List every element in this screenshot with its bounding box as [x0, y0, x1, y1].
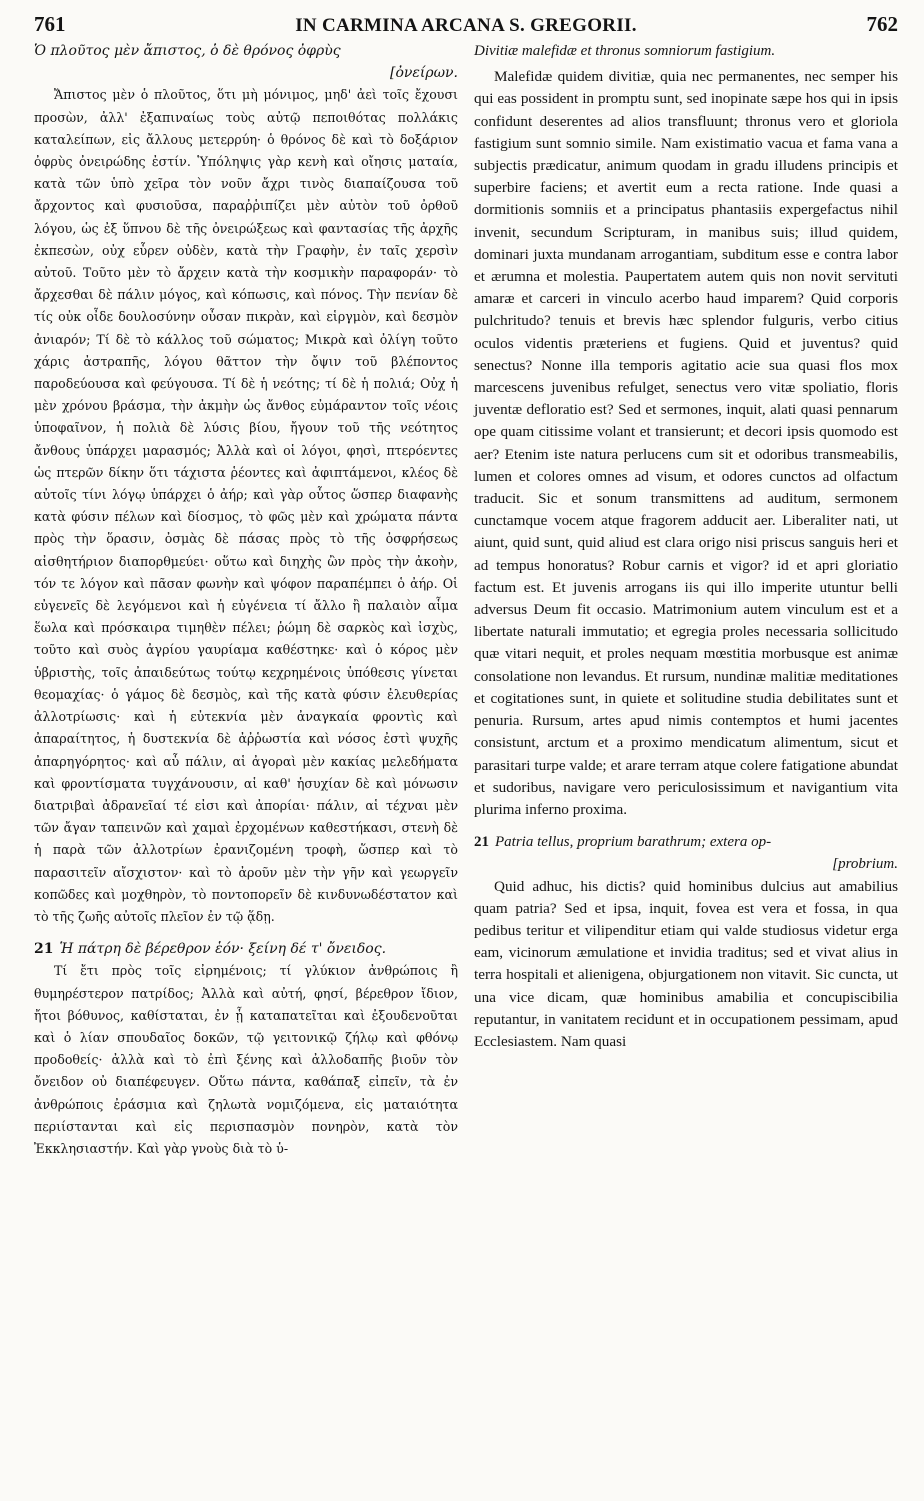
greek-heading-1-cont: [ὀνείρων.	[389, 65, 458, 82]
greek-heading-1	[34, 40, 458, 84]
greek-paragraph-1: Ἄπιστος μὲν ὁ πλοῦτος, ὅτι μὴ μόνιμος, μηδ' ἀεὶ τοῖς ἔχουσι προσὼν, ἀλλ' ἐξαπιναίως τοὺς αὐτῷ πεποιθότας πολλάκις καταλείπων, εἰς ἄλλους μετερρύη· ὁ θρόνος δὲ καὶ τὸ δοξάριον ὀφρὺς ὀνειρώδης ἐστίν. Ὑπόληψις γὰρ κενὴ καὶ οἴησις ματαία, κατὰ τῶν ὑπὸ χεῖρα τὸν νοῦν ἄχρι τινὸς διαπαίζουσα τοῦ ἄρχοντος καὶ φυσιοῦσα, παραῤῥιπίζει μὲν αὐτὸν τοῦ ὀρθοῦ λόγου, ὡς ἐξ ὕπνου δὲ τῆς ὀνειρώξεως καὶ φαντασίας τῆς ἀρχῆς ἐκπεσὼν, οὐχ εὗρεν οὐδὲν, κατὰ τὴν Γραφὴν, ἐν ταῖς χερσὶν αὐτοῦ. Τοῦτο μὲν τὸ ἄρχειν κατὰ τὴν κοσμικὴν παραφοράν· τὸ ἄρχεσθαι δὲ πάλιν μόγος, καὶ κόπωσις, καὶ πόνος. Τὴν πενίαν δὲ τίς οὐκ οἶδε δουλοσύνην οὖσαν πικρὰν, καὶ εἱργμὸν, καὶ δεσμὸν ἀνιαρόν; Τί δὲ τὸ κάλλος τοῦ σώματος; Μικρὰ καὶ ὀλίγη τοῦτο χάρις ἀστραπῆς, λόγου θᾶττον τὴν ὄψιν τοῦ βλέποντος παροδεύουσα καὶ φεύγουσα. Τί δὲ ἡ νεότης; τί δὲ ἡ πολιά; Οὐχ ἡ μὲν χρόνου βράσμα, τὴν ἀκμὴν ὡς ἄνθος εὐμάραντον τοῖς νέοις ὑποφαῖνον, ἡ πολιὰ δὲ λύσις βίου, ἤγουν τοῦ τῆς νεότητος ἄνθους ὑπάρχει μαρασμός; Ἀλλὰ καὶ οἱ λόγοι, φησὶ, πτερόεντες ὡς πτερῶν δίκην ὅτι τάχιστα ῥέοντες καὶ ἀφιπτάμενοι, κλέος δὲ αὐτοῖς τίνι λόγῳ ὑπάρχει ὁ ἀήρ; καὶ γὰρ οὗτος ὥσπερ διαφανὴς κατὰ φύσιν πέλων καὶ δίοσμος, τὸ φῶς μὲν καὶ χρώματα πάντα πρὸς τὴν ὅρασιν, ὀσμὰς δὲ πάσας πρὸς τὸ τῆς ὀσφρήσεως αἰσθητήριον διαπορθμεύει· οὕτω καὶ διηχὴς ὢν πρὸς τὴν ἀκοὴν, τόν τε λόγον καὶ πᾶσαν φωνὴν καὶ ψόφον παραπέμπει ὁ ἀήρ. Οἱ εὐγενεῖς δὲ λεγόμενοι καὶ ἡ εὐγένεια τί ἄλλο ἢ παλαιὸν αἷμα ἕωλα καὶ πρόσκαιρα τιμηθὲν πέλει; ῥώμη δὲ σαρκὸς καὶ ἰσχὺς, τοῦτο καὶ συὸς ἀγρίου γαυρίαμα καθέστηκε· καὶ ὁ κόρος μὲν ὑβριστὴς, τοῖς ἀπαιδεύτως τούτῳ κεχρημένοις ὑπόθεσις γίνεται θεομαχίας· ὁ γάμος δὲ δεσμὸς, καὶ τῆς κατὰ φύσιν ἐλευθερίας ἀλλοτρίωσις· καὶ ἡ εὐτεκνία μὲν ἀναγκαία φροντὶς καὶ ἀπαραίτητος, ἡ δυστεκνία δὲ ἀῤῥωστία καὶ νόσος ἐστὶ ψυχῆς ἀπαρηγόρητος· καὶ αὖ πάλιν, αἱ ἀγοραὶ μὲν κακίας μελεδήματα καὶ φροντίσματα τυγχάνουσιν, αἱ καθ' ἡσυχίαν δὲ καὶ μόνωσιν διατριβαὶ ἀδρανεῖαί τέ εἰσι καὶ ἀπορίαι· πάλιν, αἱ τέχναι μὲν τῶν ἄγαν ταπεινῶν καὶ χαμαὶ ἐρχομένων καθεστήκασι, στενὴ δὲ ἡ παρὰ τῶν ἀλλοτρίων ἐρανιζομένη τροφὴ, ὥσπερ καὶ τὸ παρασιτεῖν αἴσχιστον· καὶ τὸ ἀροῦν μὲν τὴν γῆν καὶ γεωργεῖν κοπῶδες καὶ μοχθηρὸν, τὸ ποντοπορεῖν δὲ κινδυνωδέστατον καὶ τὸ τῆς ζωῆς αὐτοῖς πλεῖον ἐν τῷ ᾅδῃ.	[34, 87, 458, 924]
greek-heading-2	[34, 938, 458, 960]
latin-heading-1: Divitiæ malefidæ et thronus somniorum fastigium.	[474, 43, 776, 59]
latin-heading-2	[474, 831, 898, 875]
greek-column	[34, 40, 458, 1160]
greek-heading-2-text: Ἡ πάτρη δὲ βέρεθρον ἑόν· ξείνη δέ τ' ὄνειδος.	[59, 941, 387, 958]
latin-paragraph-2: Quid adhuc, his dictis? quid hominibus dulcius aut amabilius quam patria? Sed et ipsa, inquit, fovea est vera et fossa, in qua pedibus teritur et vilipenditur etiam qui valde studiosus videtur erga eam, vicinorum æmulatione et invidia traditus; sed et vivat alius in terra hospitali et alienigena, objurgationem non vitavit. Sic cuncta, ut una vice dicam, quæ hominibus amabilia et concupiscibilia reputantur, in vanitatem recidunt et in occupationem pessimam, apud Ecclesiastem. Nam quasi	[474, 877, 898, 1050]
latin-column	[474, 40, 898, 1160]
latin-verse-number: 21	[474, 834, 489, 851]
running-title: IN CARMINA ARCANA S. GREGORII.	[295, 15, 637, 36]
greek-heading-1-text: Ὁ πλοῦτος μὲν ἄπιστος, ὁ δὲ θρόνος ὀφρὺς	[34, 43, 341, 59]
latin-heading-2-text: Patria tellus, proprium barathrum; extera op-	[495, 834, 772, 851]
greek-verse-number: 21	[34, 941, 54, 958]
two-column-body	[34, 40, 898, 1160]
right-page-number: 762	[866, 12, 898, 36]
greek-paragraph-2: Τί ἔτι πρὸς τοῖς εἰρημένοις; τί γλύκιον ἀνθρώποις ἢ θυμηρέστερον πατρίδος; Ἀλλὰ καὶ αὐτή, φησί, βέρεθρον ἴδιον, ἤτοι βόθυνος, καθίσταται, ἐν ᾗ καταπατεῖται καὶ ἐξουδενοῦται καὶ ὁ λίαν σπουδαῖος δοκῶν, τῷ γειτονικῷ ζήλῳ καὶ φθόνῳ προδοθείς· ἀλλὰ καὶ τὸ ἐπὶ ξένης καὶ ἀλλοδαπῆς βιοῦν τὸν ὄνειδον οὐ διαπέφευγεν. Οὕτω πάντα, καθάπαξ εἰπεῖν, τὰ ἐν ἀνθρώποις ἐράσμια καὶ ζηλωτὰ νομιζόμενα, εἰς ματαιότητα περιίστανται καὶ εἰς περισπασμὸν πονηρὸν, κατὰ τὸν Ἐκκλησιαστήν. Καὶ γὰρ γνοὺς διὰ τὸ ὑ-	[34, 963, 458, 1156]
latin-paragraph-1: Malefidæ quidem divitiæ, quia nec permanentes, nec semper his qui eas possident in promptu sunt, sed inopinate sæpe hos qui in ipsis confidunt deserentes ad alios transfluunt; thronus vero et gloriola fastigium sunt somnio simile. Nam existimatio vacua et fama vana a subjectis prædicatur, animum quodam in gradu illudens principis et superbire faciens; et avertit eum a recta ratione. Inde quasi a dormitionis somniis et a principatus phantasiis expergefactus nihil invenit, secundum Scripturam, in manibus suis; illud quidem, dominari juxta mundanam arrogantiam, subditum esse e contra labor et ærumna et molestia. Paupertatem autem quis non novit servituti amaræ et carceri in vinculo acerbo haud imparem? Quid corporis pulchritudo? tenuis et brevis hæc splendor fulguris, verbo citius oculos videntis præteriens et fugiens. Quid et juventus? quid senectus? Nonne illa temporis agitatio acie sua quasi flos mox marcescens juvenibus refulget, senectus vero vitæ spoliatio, floris juventæ defloratio est? Sed et sermones, inquit, alati quasi pennarum ope quam citissime volant et transierunt; et decori ipsis quomodo est aer? Etenim iste natura perlucens cum sit et odoribus transmeabilis, lumen et colores omnes ad visum, et odores cunctos ad olfactum traducit. Sic et sonum transmittens ad auditum, sermonem cunctamque vocem atque fragorem adducit aer. Liberaliter nati, ut aiunt, quid sunt, quid aliud est clara origo nisi priscus sanguis heri et ad tempus honoratus? Robur carnis et vigor? id et apri gloriatio factum est. Et juvenis arrogans iis qui illo imperite utuntur belli adversus Deum fit occasio. Matrimonium autem vinculum est et a libertate naturali immutatio; et egregia proles necessaria sollicitudo quæ vitari nequit, et proles nequam mœstitia morbusque est animæ consolatione non levandus. Et rursum, nundinæ malitiæ meditationes et cogitationes sunt, in quiete et solitudine studia debilitates sunt et penuria. Rursum, artes apud nimis contemptos et humi jacentes consistunt, arctum et a proximo mendicatum alimentum, sicut et parasitari turpe valde; et arare terram atque colere fatigatione abundat et sudoribus, navigare vero periculosissimum et navigantium vita plurima inferno proxima.	[474, 68, 898, 818]
left-page-number: 761	[34, 12, 66, 36]
latin-heading-2-cont: [probrium.	[832, 856, 898, 873]
running-head	[34, 0, 898, 40]
